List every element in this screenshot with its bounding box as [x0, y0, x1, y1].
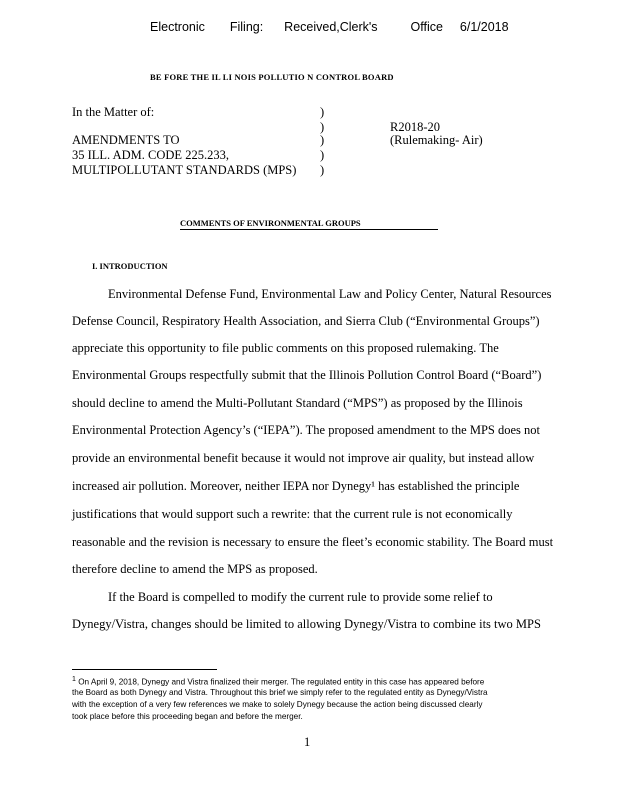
rulemaking-type: (Rulemaking- Air) — [390, 133, 483, 147]
body-line: should decline to amend the Multi-Pollutant Standard (“MPS”) as proposed by the Illinois — [72, 396, 523, 410]
body-line: appreciate this opportunity to file public comments on this proposed rulemaking. The — [72, 341, 499, 355]
caption-matter: In the Matter of: — [72, 105, 155, 119]
body-line: Environmental Groups respectfully submit that the Illinois Pollution Control Board (“Board”) — [72, 368, 542, 382]
header-received: Received,Clerk's — [284, 20, 378, 34]
footnote-line: took place before this proceeding began and before the merger. — [72, 712, 303, 721]
footnote-line: the Board as both Dynegy and Vistra. Throughout this brief we simply refer to the regulated entity as Dynegy/Vistra — [72, 688, 488, 697]
body-line: therefore decline to amend the MPS as proposed. — [72, 562, 318, 576]
caption-line-2: 35 ILL. ADM. CODE 225.233, — [72, 148, 229, 162]
body-line: Environmental Defense Fund, Environmental Law and Policy Center, Natural Resources — [108, 287, 552, 301]
caption-paren: ) — [320, 120, 325, 134]
header-electronic: Electronic — [150, 20, 205, 34]
body-line: Defense Council, Respiratory Health Association, and Sierra Club (“Environmental Groups”) — [72, 314, 540, 328]
body-line: Environmental Protection Agency’s (“IEPA”). The proposed amendment to the MPS does not — [72, 423, 540, 437]
header-office: Office — [410, 20, 443, 34]
body-line: justifications that would support such a rewrite: that the current rule is not economically — [72, 507, 513, 521]
caption-line-1: AMENDMENTS TO — [72, 133, 180, 147]
header-filing: Filing: — [229, 20, 264, 34]
docket-number: R2018-20 — [390, 120, 440, 134]
caption-paren: ) — [320, 105, 325, 119]
comments-title: COMMENTS OF ENVIRONMENTAL GROUPS — [180, 218, 361, 228]
filing-header — [150, 20, 509, 34]
page-number: 1 — [304, 735, 311, 749]
footnote-marker: 1 — [72, 676, 76, 683]
footnote-line: with the exception of a very few references we make to solely Dynegy because the action being discussed clearly — [72, 700, 483, 709]
caption-paren: ) — [320, 133, 325, 147]
header-date: 6/1/2018 — [459, 20, 509, 34]
caption-paren: ) — [320, 148, 325, 162]
board-title: BE FORE THE IL LI NOIS POLLUTIO N CONTROL BOARD — [150, 72, 394, 82]
footnote-rule — [72, 669, 217, 670]
body-line: reasonable and the revision is necessary to ensure the fleet’s economic stability. The Board must — [72, 535, 554, 549]
body-line: provide an environmental benefit because it would not improve air quality, but instead allow — [72, 451, 535, 465]
body-line: If the Board is compelled to modify the current rule to provide some relief to — [108, 590, 493, 604]
footnote-line: $^1$ On April 9, 2018, Dynegy and Vistra finalized their merger. The regulated entity in this case has appeared before — [72, 676, 485, 687]
body-line: increased air pollution. Moreover, neither IEPA nor Dynegy¹ has established the principle — [72, 479, 520, 493]
caption-line-3: MULTIPOLLUTANT STANDARDS (MPS) — [72, 163, 297, 177]
section-heading: I. INTRODUCTION — [92, 261, 168, 271]
caption-paren: ) — [320, 163, 325, 177]
body-line: Dynegy/Vistra, changes should be limited to allowing Dynegy/Vistra to combine its two MPS — [72, 617, 541, 631]
title-underline — [180, 229, 438, 230]
